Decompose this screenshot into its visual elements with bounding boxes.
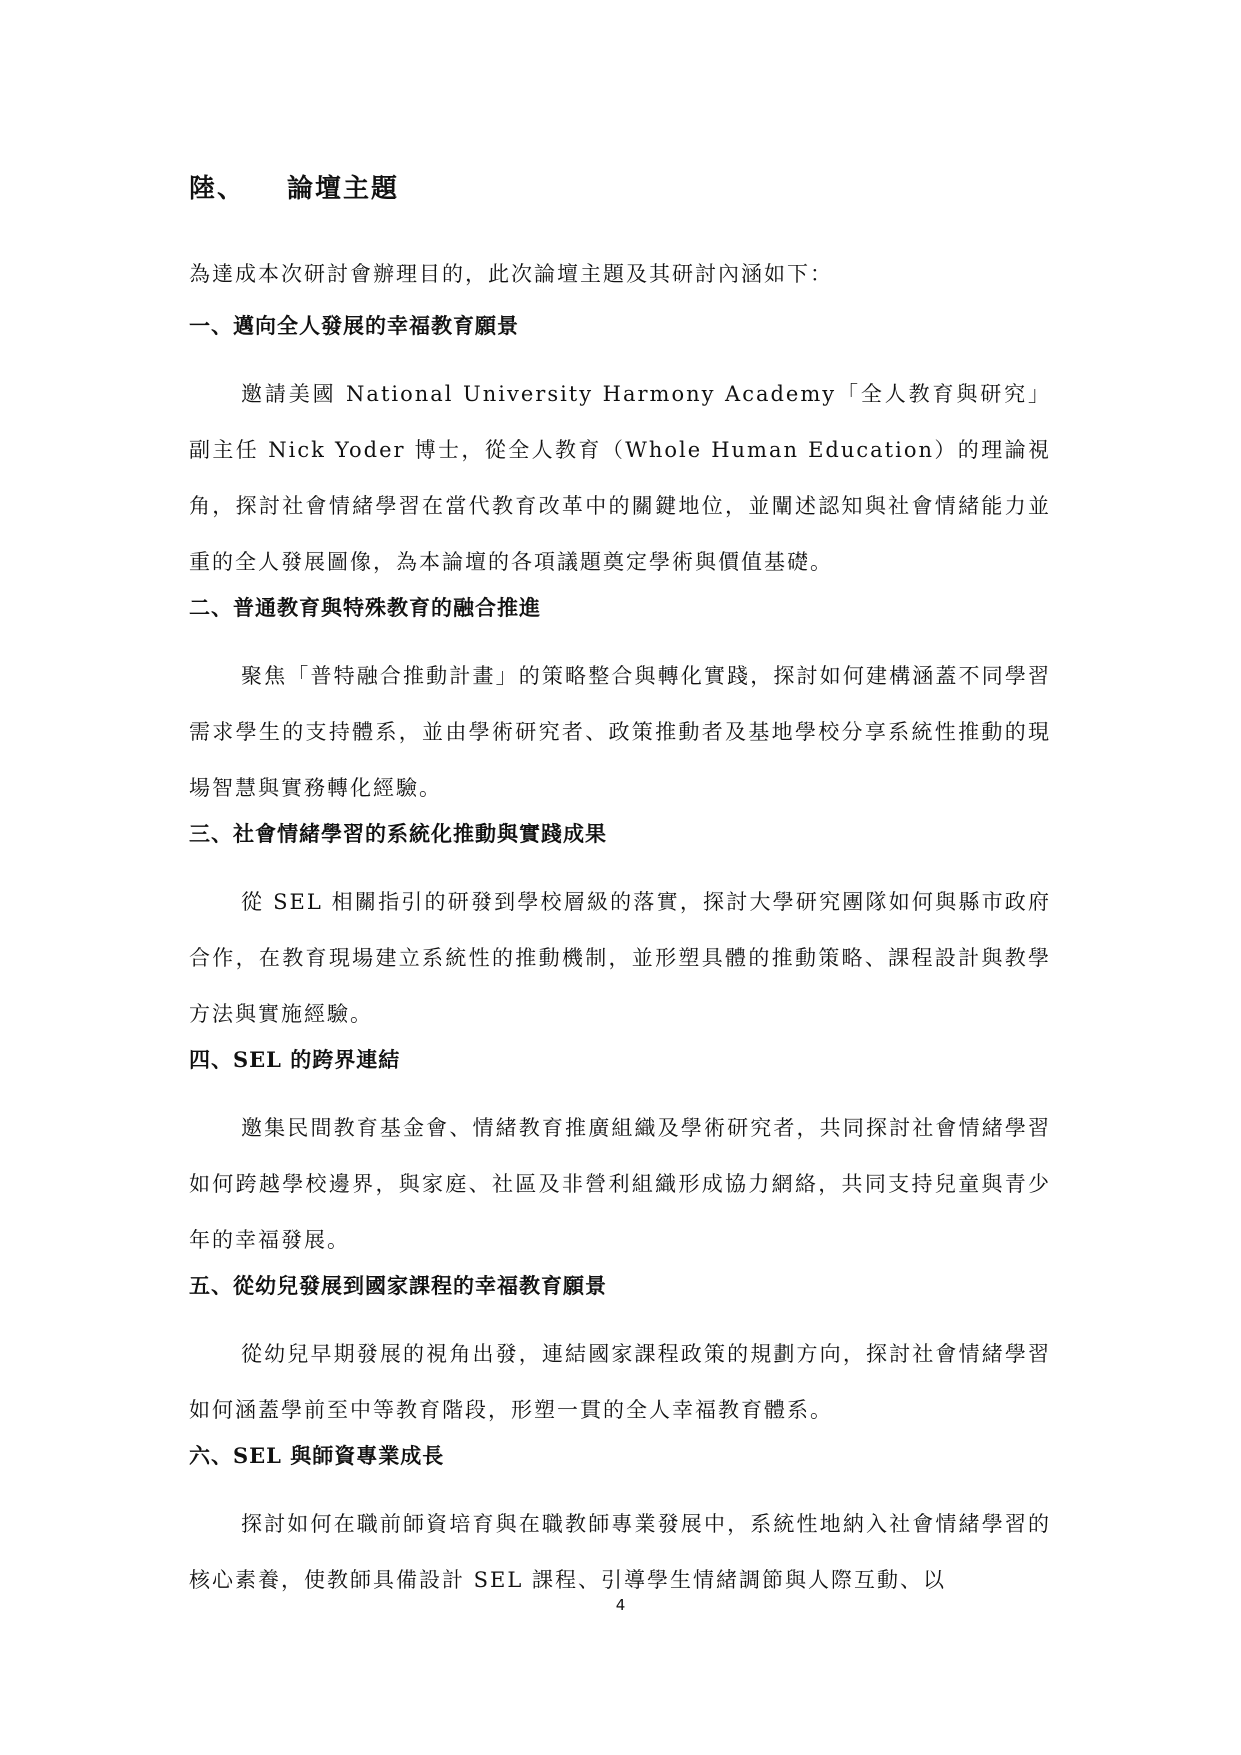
subsection-body: 從 SEL 相關指引的研發到學校層級的落實，探討大學研究團隊如何與縣市政府合作，在教育現場建立系統性的推動機制，並形塑具體的推動策略、課程設計與教學方法與實施經驗。 <box>189 890 1051 1026</box>
subsection-heading: 六、SEL 與師資專業成長 <box>189 1443 445 1468</box>
subsection-heading: 五、從幼兒發展到國家課程的幸福教育願景 <box>189 1273 607 1298</box>
subsection-body: 從幼兒早期發展的視角出發，連結國家課程政策的規劃方向，探討社會情緒學習如何涵蓋學前至中等教育階段，形塑一貫的全人幸福教育體系。 <box>189 1342 1051 1422</box>
subsection-body: 聚焦「普特融合推動計畫」的策略整合與轉化實踐，探討如何建構涵蓋不同學習需求學生的支持體系，並由學術研究者、政策推動者及基地學校分享系統性推動的現場智慧與實務轉化經驗。 <box>189 664 1051 800</box>
subsection-6 <box>189 1440 1051 1608</box>
subsection-heading: 四、SEL 的跨界連結 <box>189 1047 401 1072</box>
subsection-heading: 二、普通教育與特殊教育的融合推進 <box>189 595 541 620</box>
subsection-5 <box>189 1270 1051 1438</box>
subsection-3 <box>189 818 1051 1042</box>
subsection-2 <box>189 592 1051 816</box>
intro-paragraph: 為達成本次研討會辦理目的，此次論壇主題及其研討內涵如下： <box>189 262 833 286</box>
page-number: 4 <box>615 1596 626 1614</box>
subsection-1 <box>189 310 1051 590</box>
subsection-4 <box>189 1044 1051 1268</box>
section-number: 陸、 <box>189 174 246 204</box>
subsection-heading: 一、邁向全人發展的幸福教育願景 <box>189 313 519 338</box>
section-title <box>189 168 399 205</box>
section-title-text: 論壇主題 <box>287 174 400 204</box>
subsection-body: 邀集民間教育基金會、情緒教育推廣組織及學術研究者，共同探討社會情緒學習如何跨越學校邊界，與家庭、社區及非營利組織形成協力網絡，共同支持兒童與青少年的幸福發展。 <box>189 1116 1051 1252</box>
subsection-body: 邀請美國 National University Harmony Academy「全人教育與研究」副主任 Nick Yoder 博士，從全人教育（Whole Human Education）的理論視角，探討社會情緒學習在當代教育改革中的關鍵地位，並闡述認知與社會情緒能力並重的全人發展圖像，為本論壇的各項議題奠定學術與價值基礎。 <box>189 382 1051 574</box>
subsection-heading: 三、社會情緒學習的系統化推動與實踐成果 <box>189 821 607 846</box>
subsection-body: 探討如何在職前師資培育與在職教師專業發展中，系統性地納入社會情緒學習的核心素養，使教師具備設計 SEL 課程、引導學生情緒調節與人際互動、以 <box>189 1512 1051 1592</box>
